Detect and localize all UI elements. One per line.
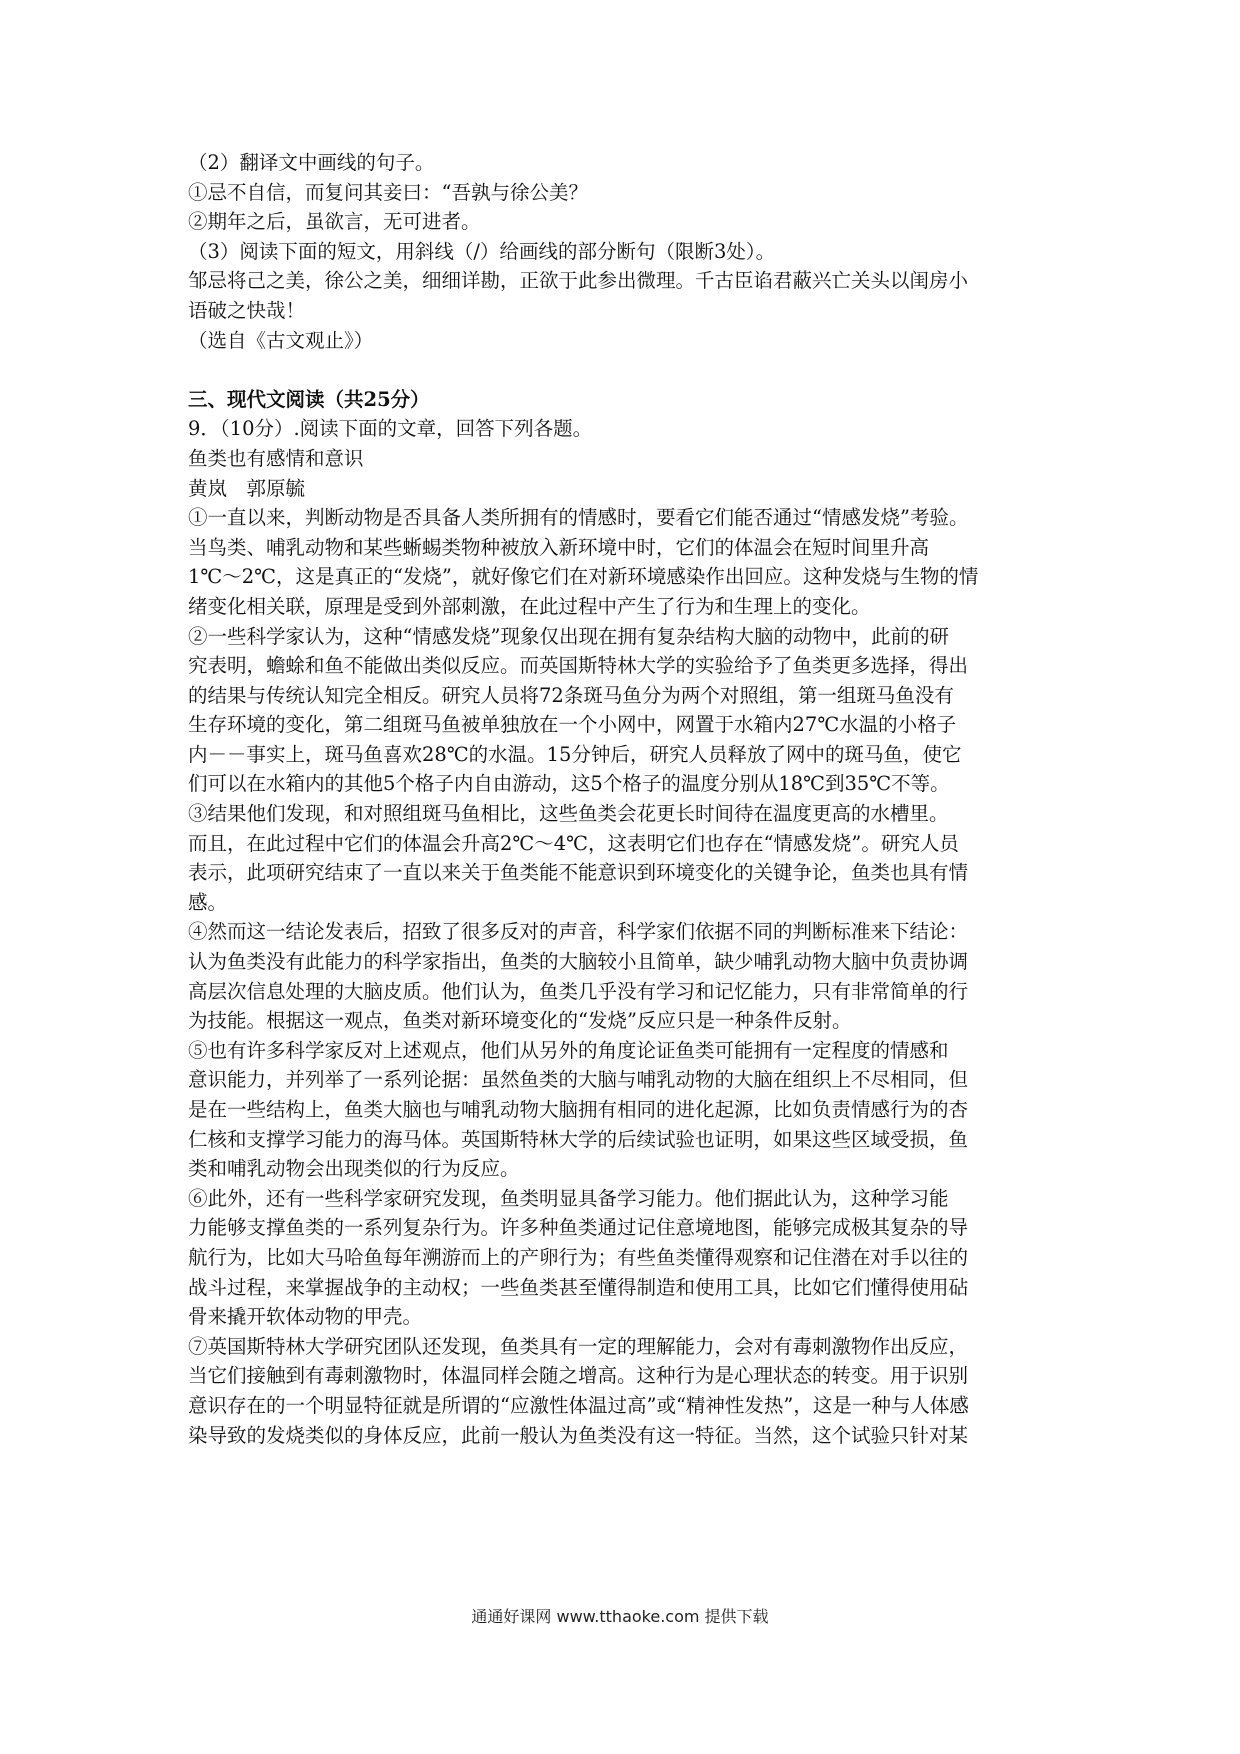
article-line: 高层次信息处理的大脑皮质。他们认为，鱼类几乎没有学习和记忆能力，只有非常简单的行 <box>188 979 969 1003</box>
article-line: 当它们接触到有毒刺激物时，体温同样会随之增高。这种行为是心理状态的转变。用于识别 <box>188 1364 969 1388</box>
article-line: 绪变化相关联，原理是受到外部刺激，在此过程中产生了行为和生理上的变化。 <box>188 594 871 618</box>
article-line: 仁核和支撑学习能力的海马体。英国斯特林大学的后续试验也证明，如果这些区域受损，鱼 <box>188 1127 969 1151</box>
article-authors: 黄岚 郭原毓 <box>188 476 306 500</box>
spacer <box>188 355 1068 385</box>
article-line: 的结果与传统认知完全相反。研究人员将72条斑马鱼分为两个对照组，第一组斑马鱼没有 <box>188 683 954 707</box>
article-line: 染导致的发烧类似的身体反应，此前一般认为鱼类没有这一特征。当然，这个试验只针对某 <box>188 1423 969 1447</box>
article-line: 感。 <box>188 890 228 914</box>
article-line: 为技能。根据这一观点，鱼类对新环境变化的“发烧”反应只是一种条件反射。 <box>188 1009 852 1033</box>
article-line: ⑥此外，还有一些科学家研究发现，鱼类明显具备学习能力。他们据此认为，这种学习能 <box>188 1186 949 1210</box>
article-line: 1℃～2℃，这是真正的“发烧”，就好像它们在对新环境感染作出回应。这种发烧与生物的情 <box>188 565 979 589</box>
article-line: ⑦英国斯特林大学研究团队还发现，鱼类具有一定的理解能力，会对有毒刺激物作出反应， <box>188 1334 969 1358</box>
q2-sentence-2: ②期年之后，虽欲言，无可进者。 <box>188 210 481 234</box>
article-line: 而且，在此过程中它们的体温会升高2℃～4℃，这表明它们也存在“情感发烧”。研究人员 <box>188 831 959 855</box>
q3-passage-line-1: 邹忌将己之美，徐公之美，细细详勘，正欲于此参出微理。千古臣谄君蔽兴亡关头以闺房小 <box>188 269 969 293</box>
article-line: 类和哺乳动物会出现类似的行为反应。 <box>188 1157 520 1181</box>
article-line: 表示，此项研究结束了一直以来关于鱼类能不能意识到环境变化的关键争论，鱼类也具有情 <box>188 861 969 885</box>
article-line: 认为鱼类没有此能力的科学家指出，鱼类的大脑较小且简单，缺少哺乳动物大脑中负责协调 <box>188 950 969 974</box>
article-line: 意识能力，并列举了一系列论据：虽然鱼类的大脑与哺乳动物的大脑在组织上不尽相同，但 <box>188 1068 969 1092</box>
article-line: 骨来撬开软体动物的甲壳。 <box>188 1305 423 1329</box>
q9-prompt: 9．（10分）.阅读下面的文章，回答下列各题。 <box>188 417 593 441</box>
q2-prompt: （2）翻译文中画线的句子。 <box>188 151 435 174</box>
document-page <box>188 148 1068 1450</box>
article-line: 内－－事实上，斑马鱼喜欢28℃的水温。15分钟后，研究人员释放了网中的斑马鱼，使它 <box>188 742 962 766</box>
article-line: 究表明，蟾蜍和鱼不能做出类似反应。而英国斯特林大学的实验给予了鱼类更多选择，得出 <box>188 654 969 678</box>
article-line: 航行为，比如大马哈鱼每年溯游而上的产卵行为；有些鱼类懂得观察和记住潜在对手以往的 <box>188 1245 969 1269</box>
article-line: 意识存在的一个明显特征就是所谓的“应激性体温过高”或“精神性发热”，这是一种与人体感 <box>188 1393 969 1417</box>
q3-passage-line-2: 语破之快哉！ <box>188 298 306 322</box>
article-line: 力能够支撑鱼类的一系列复杂行为。许多种鱼类通过记住意境地图，能够完成极其复杂的导 <box>188 1216 969 1240</box>
article-line: ③结果他们发现，和对照组斑马鱼相比，这些鱼类会花更长时间待在温度更高的水槽里。 <box>188 802 949 826</box>
article-line: 生存环境的变化，第二组斑马鱼被单独放在一个小网中，网置于水箱内27℃水温的小格子 <box>188 713 957 737</box>
article-line: 们可以在水箱内的其他5个格子内自由游动，这5个格子的温度分别从18℃到35℃不等。 <box>188 772 950 796</box>
q3-prompt: （3）阅读下面的短文，用斜线（/）给画线的部分断句（限断3处）。 <box>188 239 776 263</box>
article-line: ⑤也有许多科学家反对上述观点，他们从另外的角度论证鱼类可能拥有一定程度的情感和 <box>188 1038 949 1062</box>
section-title: 三、现代文阅读（共25分） <box>188 387 430 411</box>
article-line: 战斗过程，来掌握战争的主动权；一些鱼类甚至懂得制造和使用工具，比如它们懂得使用砧 <box>188 1275 969 1299</box>
article-line: 是在一些结构上，鱼类大脑也与哺乳动物大脑拥有相同的进化起源，比如负责情感行为的杏 <box>188 1098 969 1121</box>
article-line: ①一直以来，判断动物是否具备人类所拥有的情感时，要看它们能否通过“情感发烧”考验。 <box>188 506 969 530</box>
article-line: 当鸟类、哺乳动物和某些蜥蜴类物种被放入新环境中时，它们的体温会在短时间里升高 <box>188 535 930 559</box>
q2-sentence-1: ①忌不自信，而复问其妾曰：“吾孰与徐公美？ <box>188 180 588 204</box>
q3-source: （选自《古文观止》） <box>188 328 374 352</box>
article-title: 鱼类也有感情和意识 <box>188 446 364 470</box>
page-footer: 通通好课网 www.tthaoke.com 提供下载 <box>471 1607 769 1626</box>
article-line: ②一些科学家认为，这种“情感发烧”现象仅出现在拥有复杂结构大脑的动物中，此前的研 <box>188 624 949 648</box>
article-line: ④然而这一结论发表后，招致了很多反对的声音，科学家们依据不同的判断标准来下结论： <box>188 920 969 944</box>
